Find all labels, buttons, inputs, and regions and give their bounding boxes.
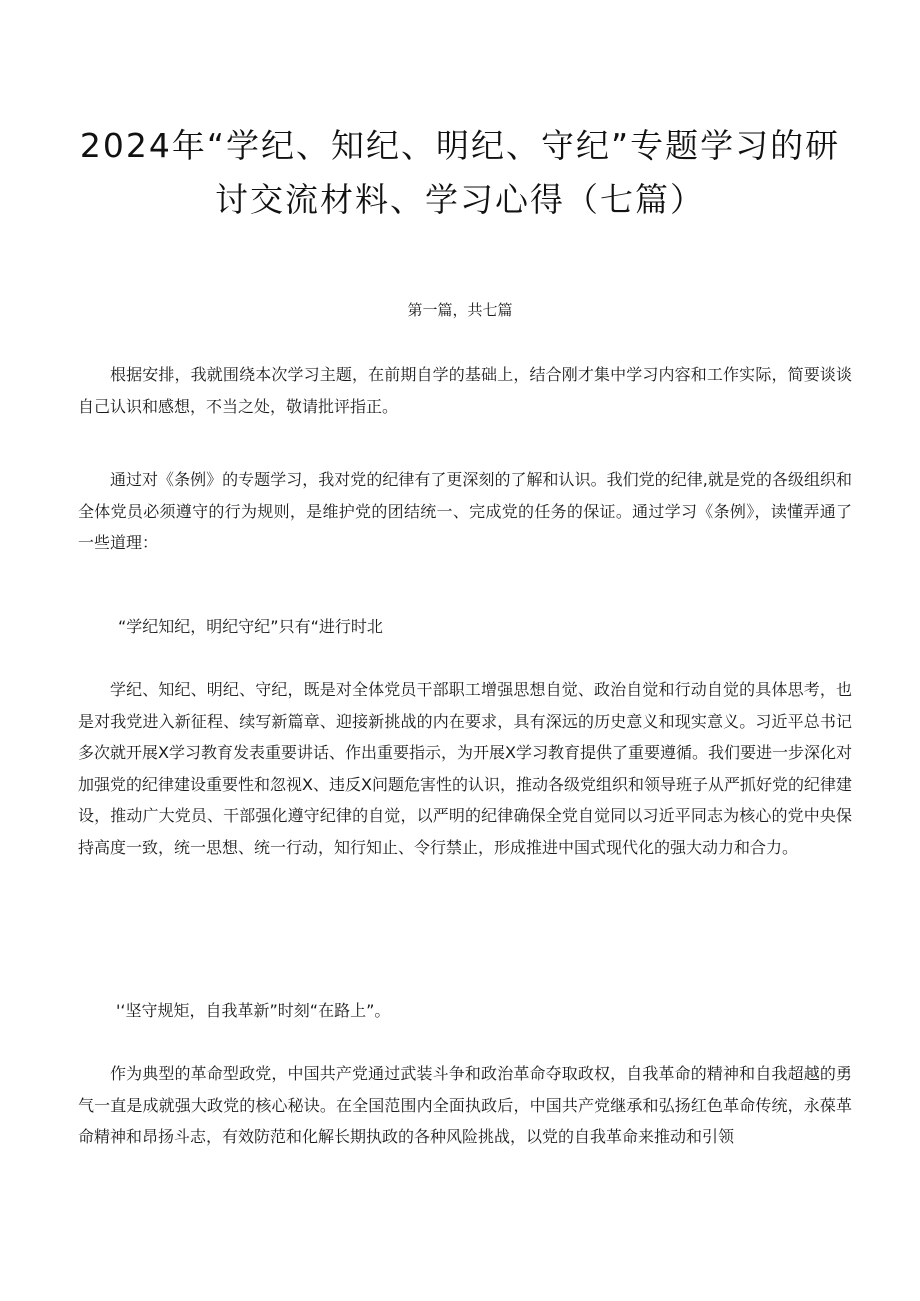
title-line-1: 2024年“学纪、知纪、明纪、守纪”专题学习的研	[79, 126, 841, 165]
document-title	[60, 119, 860, 227]
paragraph-intro: 根据安排，我就围绕本次学习主题，在前期自学的基础上，结合刚才集中学习内容和工作实际，简要谈谈自己认识和感想，不当之处，敬请批评指正。	[78, 365, 852, 416]
heading-learn-discipline: “学纪知纪，明纪守纪”只有“进行时北	[118, 617, 383, 636]
title-line-2: 讨交流材料、学习心得（七篇）	[215, 180, 705, 219]
section-subtitle: 第一篇，共七篇	[407, 301, 513, 319]
paragraph-revolutionary-party: 作为典型的革命型政党，中国共产党通过武装斗争和政治革命夺取政权，自我革命的精神和自我超越的勇气一直是成就强大政党的核心秘诀。在全国范围内全面执政后，中国共产党继承和弘扬红色革命传统，永葆革命精神和昂扬斗志，有效防范和化解长期执政的各种风险挑战，以党的自我革命来推动和引领	[78, 1064, 852, 1146]
paragraph-study-regulations: 通过对《条例》的专题学习，我对党的纪律有了更深刻的了解和认识。我们党的纪律,就是党的各级组织和全体党员必须遵守的行为规则，是维护党的团结统一、完成党的任务的保证。通过学习《条例》，读懂弄通了一些道理：	[78, 470, 852, 552]
paragraph-learn-discipline: 学纪、知纪、明纪、守纪，既是对全体党员干部职工增强思想自觉、政治自觉和行动自觉的具体思考，也是对我党进入新征程、续写新篇章、迎接新挑战的内在要求，具有深远的历史意义和现实意义。习近平总书记多次就开展X学习教育发表重要讲话、作出重要指示，为开展X学习教育提供了重要遵循。我们要进一步深化对加强党的纪律建设重要性和忽视X、违反X问题危害性的认识，推动各级党组织和领导班子从严抓好党的纪律建设，推动广大党员、干部强化遵守纪律的自觉，以严明的纪律确保全党自觉同以习近平同志为核心的党中央保持高度一致，统一思想、统一行动，知行知止、令行禁止，形成推进中国式现代化的强大动力和合力。	[78, 680, 852, 857]
heading-keep-rules: '‘坚守规矩，自我革新”时刻“在路上”。	[116, 1001, 391, 1020]
